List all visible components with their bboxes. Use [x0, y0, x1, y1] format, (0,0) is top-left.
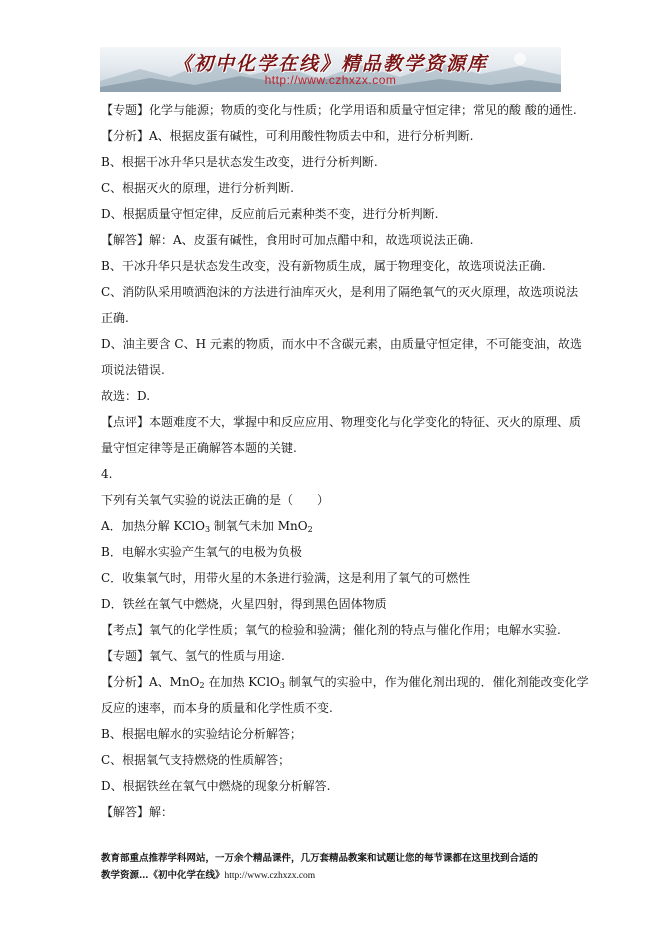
banner-url-link[interactable]: http://www.czhxzx.com [264, 73, 397, 87]
topic-line: 【专题】化学与能源；物质的变化与性质；化学用语和质量守恒定律；常见的酸 酸的通性. [101, 103, 577, 117]
analysis-line-b: B、根据干冰升华只是状态发生改变，进行分析判断. [101, 155, 378, 169]
analysis2-text-1: 【分析】A、MnO [101, 675, 200, 689]
header-banner [100, 47, 561, 92]
analysis2-line-d: D、根据铁丝在氧气中燃烧的现象分析解答. [101, 779, 331, 793]
analysis-line-d: D、根据质量守恒定律，反应前后元素种类不变，进行分析判断. [101, 207, 439, 221]
option-a-sub-2: 2 [307, 525, 313, 534]
page-footer [101, 850, 571, 885]
analysis2-sub-1: 2 [199, 681, 205, 690]
question-number: 4. [101, 467, 113, 481]
comment-line: 【点评】本题难度不大，掌握中和反应应用、物理变化与化学变化的特征、灭火的原理、质 [101, 415, 582, 429]
choice-line: 故选：D. [101, 389, 151, 403]
option-a-text-1: A．加热分解 KClO [101, 519, 205, 533]
footer-line-1: 教育部重点推荐学科网站，一万余个精品课件，几万套精品教案和试题让您的每节课都在这里找到合适的 [101, 853, 539, 864]
analysis2-line-b: B、根据电解水的实验结论分析解答； [101, 727, 302, 741]
answer-line-d-cont: 项说法错误. [101, 363, 165, 377]
analysis2-text-2: 在加热 KClO [204, 675, 280, 689]
option-c: C．收集氧气时，用带火星的木条进行验满，这是利用了氧气的可燃性 [101, 571, 471, 585]
footer-url-link[interactable]: http://www.czhxzx.com [224, 871, 316, 881]
question-stem: 下列有关氧气实验的说法正确的是（ ） [101, 493, 330, 507]
answer2-heading: 【解答】解： [101, 805, 174, 819]
answer-line-c: C、消防队采用喷洒泡沫的方法进行油库灭火，是利用了隔绝氧气的灭火原理，故选项说法 [101, 285, 579, 299]
analysis2-text-3: 制氧气的实验中，作为催化剂出现的．催化剂能改变化学 [284, 675, 589, 689]
footer-site-name: 教学资源…《初中化学在线》 [101, 870, 225, 881]
analysis2-line-a-cont: 反应的速率，而本身的质量和化学性质不变. [101, 701, 333, 715]
option-d: D．铁丝在氧气中燃烧，火星四射，得到黑色固体物质 [101, 597, 387, 611]
analysis2-line-c: C、根据氧气支持燃烧的性质解答； [101, 753, 291, 767]
analysis2-line-a [101, 669, 589, 695]
topic-line-2: 【专题】氧气、氢气的性质与用途. [101, 649, 285, 663]
footer-line-2 [101, 867, 571, 885]
answer-line-a: 【解答】解：A、皮蛋有碱性，食用时可加点醋中和，故选项说法正确. [101, 233, 474, 247]
option-b: B．电解水实验产生氧气的电极为负极 [101, 545, 302, 559]
answer-line-d: D、油主要含 C、H 元素的物质，而水中不含碳元素，由质量守恒定律，不可能变油，故选 [101, 337, 582, 351]
document-body [101, 97, 589, 825]
option-a-sub-1: 3 [204, 525, 211, 534]
banner-title: 《初中化学在线》精品教学资源库 [172, 53, 488, 75]
keypoint-line: 【考点】氧气的化学性质；氧气的检验和验满；催化剂的特点与催化作用；电解水实验. [101, 623, 561, 637]
answer-line-b: B、干冰升华只是状态发生改变，没有新物质生成，属于物理变化，故选项说法正确. [101, 259, 546, 273]
option-a-text-2: 制氧气未加 MnO [210, 519, 308, 533]
comment-line-cont: 量守恒定律等是正确解答本题的关键. [101, 441, 297, 455]
analysis2-sub-2: 3 [279, 681, 285, 690]
analysis-line-a: 【分析】A、根据皮蛋有碱性，可利用酸性物质去中和，进行分析判断. [101, 129, 474, 143]
option-a [101, 513, 571, 539]
analysis-line-c: C、根据灭火的原理，进行分析判断. [101, 181, 294, 195]
answer-line-c-cont: 正确. [101, 311, 129, 325]
